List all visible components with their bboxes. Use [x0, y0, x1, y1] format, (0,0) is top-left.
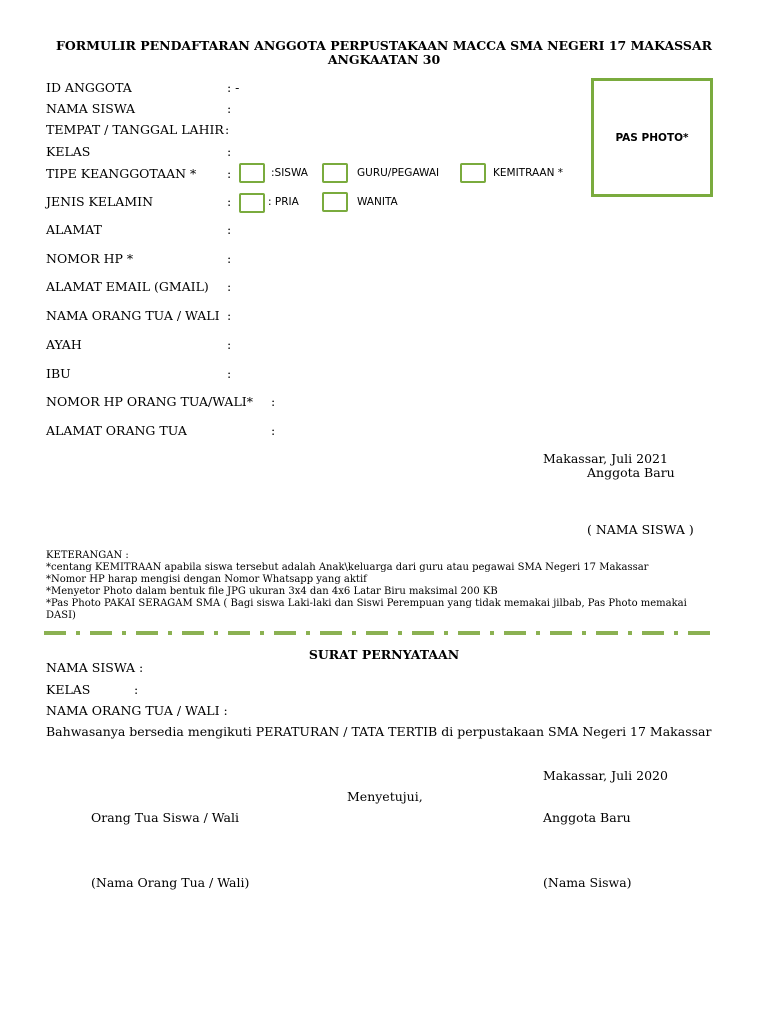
colon-hp: :: [227, 251, 232, 266]
statement-approve: Menyetujui,: [347, 789, 423, 804]
option-siswa: :SISWA: [271, 167, 308, 179]
colon-jk: :: [227, 194, 232, 209]
checkbox-wanita[interactable]: [322, 192, 348, 212]
label-jenis-kelamin: JENIS KELAMIN: [46, 194, 154, 209]
form-title-line1: FORMULIR PENDAFTARAN ANGGOTA PERPUSTAKAAN MACCA SMA NEGERI 17 MAKASSAR: [55, 38, 713, 53]
colon-kelas: :: [227, 144, 232, 159]
label-id-anggota: ID ANGGOTA: [46, 80, 132, 95]
photo-box: [591, 78, 713, 197]
label-ibu: IBU: [46, 366, 71, 381]
colon-ortu: :: [227, 308, 232, 323]
option-kemitraan: KEMITRAAN *: [493, 167, 564, 179]
colon-ayah: :: [227, 337, 232, 352]
statement-right-role: Anggota Baru: [543, 810, 631, 825]
colon-ibu: :: [227, 366, 232, 381]
checkbox-siswa[interactable]: [239, 163, 265, 183]
label-nama-ortu: NAMA ORANG TUA / WALI: [46, 308, 220, 323]
sign-role: Anggota Baru: [587, 465, 675, 480]
colon-email: :: [227, 279, 232, 294]
statement-nama: NAMA SISWA :: [46, 660, 144, 675]
statement-left-role: Orang Tua Siswa / Wali: [91, 810, 240, 825]
colon-ttl: :: [225, 122, 230, 137]
checkbox-guru[interactable]: [322, 163, 348, 183]
colon-tipe: :: [227, 166, 232, 181]
colon-id: : -: [227, 80, 240, 95]
option-pria: : PRIA: [268, 196, 299, 208]
label-tipe: TIPE KEANGGOTAAN *: [46, 166, 197, 181]
colon-hp-ortu: :: [271, 394, 276, 409]
statement-kelas-colon: :: [134, 682, 139, 697]
sign-name: ( NAMA SISWA ): [587, 522, 694, 537]
checkbox-kemitraan[interactable]: [460, 163, 486, 183]
statement-left-name: (Nama Orang Tua / Wali): [91, 875, 250, 890]
note-2: *Nomor HP harap mengisi dengan Nomor Whatsapp yang aktif: [46, 574, 367, 585]
note-4-cont: DASI): [46, 610, 76, 621]
label-alamat-ortu: ALAMAT ORANG TUA: [46, 423, 187, 438]
option-wanita: WANITA: [357, 196, 398, 208]
label-ttl: TEMPAT / TANGGAL LAHIR: [46, 122, 224, 137]
statement-place-date: Makassar, Juli 2020: [543, 768, 668, 783]
note-3: *Menyetor Photo dalam bentuk file JPG ukuran 3x4 dan 4x6 Latar Biru maksimal 200 KB: [46, 586, 498, 597]
statement-right-name: (Nama Siswa): [543, 875, 632, 890]
label-nama-siswa: NAMA SISWA: [46, 101, 136, 116]
form-title-line2: ANGKAATAN 30: [327, 52, 441, 67]
label-kelas: KELAS: [46, 144, 91, 159]
notes-heading: KETERANGAN :: [46, 550, 129, 561]
label-alamat: ALAMAT: [46, 222, 102, 237]
label-ayah: AYAH: [46, 337, 82, 352]
sign-place-date: Makassar, Juli 2021: [543, 451, 668, 466]
statement-kelas: KELAS: [46, 682, 91, 697]
label-email: ALAMAT EMAIL (GMAIL): [46, 279, 209, 294]
checkbox-pria[interactable]: [239, 193, 265, 213]
note-1: *centang KEMITRAAN apabila siswa tersebut adalah Anak\keluarga dari guru atau pegawai SMA Negeri 17 Makassar: [46, 562, 649, 573]
statement-ortu: NAMA ORANG TUA / WALI :: [46, 703, 228, 718]
statement-text: Bahwasanya bersedia mengikuti PERATURAN / TATA TERTIB di perpustakaan SMA Negeri 17 Makassar: [46, 724, 712, 739]
photo-label: PAS PHOTO*: [615, 131, 689, 144]
label-hp-ortu: NOMOR HP ORANG TUA/WALI*: [46, 394, 253, 409]
note-4: *Pas Photo PAKAI SERAGAM SMA ( Bagi siswa Laki-laki dan Siswi Perempuan yang tidak memakai jilbab, Pas Photo memakai: [46, 598, 687, 609]
label-nomor-hp: NOMOR HP *: [46, 251, 134, 266]
colon-nama: :: [227, 101, 232, 116]
statement-title: SURAT PERNYATAAN: [308, 647, 460, 662]
option-guru: GURU/PEGAWAI: [357, 167, 440, 179]
colon-alamat-ortu: :: [271, 423, 276, 438]
colon-alamat: :: [227, 222, 232, 237]
dashed-divider: [44, 631, 720, 635]
